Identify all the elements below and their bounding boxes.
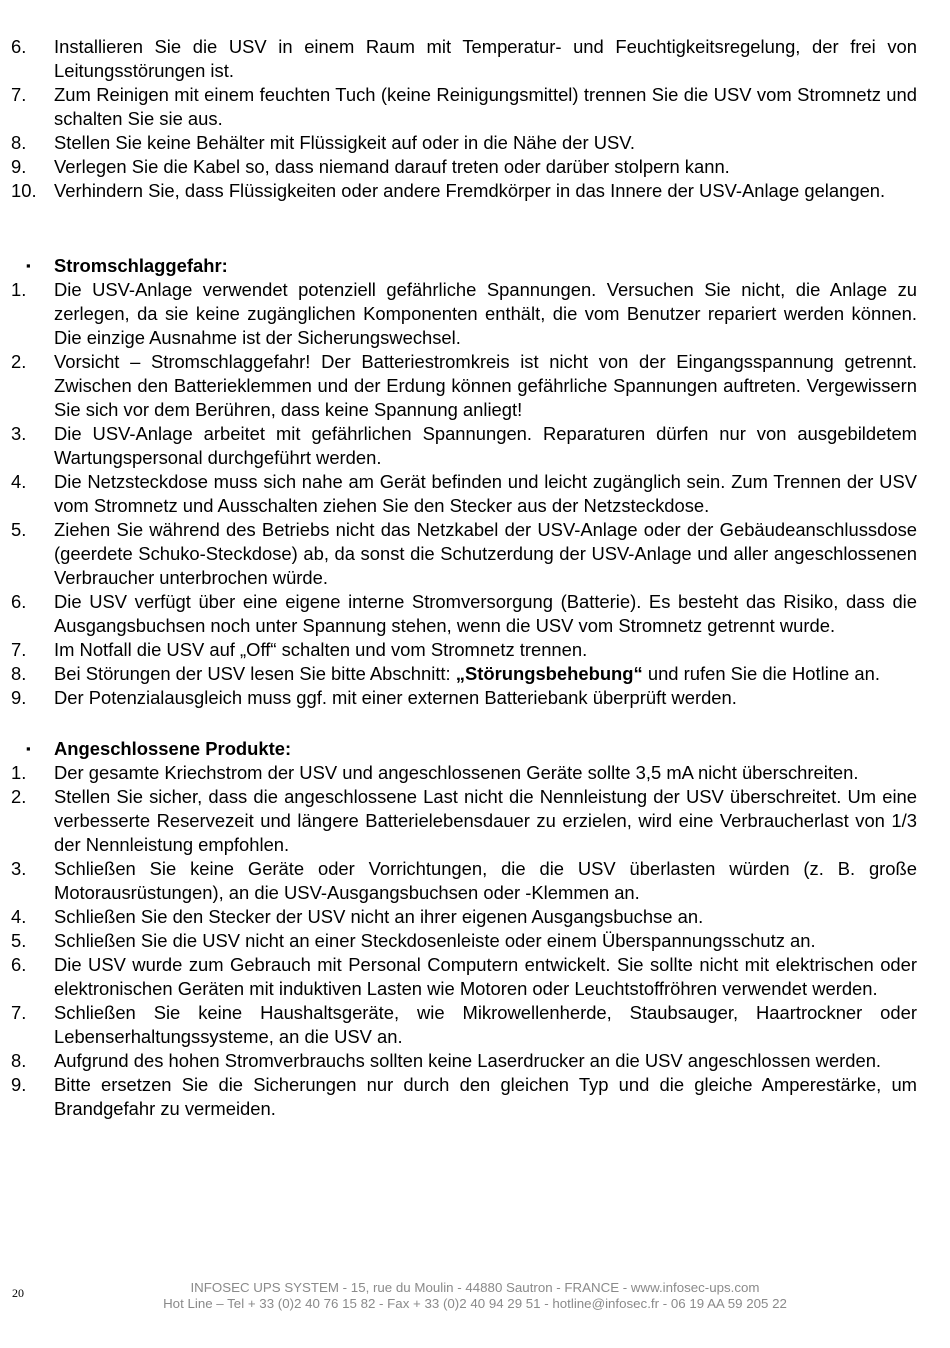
section-title: Angeschlossene Produkte:	[54, 738, 292, 759]
list-item	[0, 638, 950, 662]
item-text: Der gesamte Kriechstrom der USV und angeschlossenen Geräte sollte 3,5 mA nicht überschreiten.	[54, 762, 859, 783]
item-number: 7.	[11, 639, 27, 660]
list-item	[0, 590, 950, 638]
item-number: 4.	[11, 471, 27, 492]
item-number: 1.	[11, 279, 27, 300]
item-text: Aufgrund des hohen Stromverbrauchs sollten keine Laserdrucker an die USV angeschlossen werden.	[54, 1050, 882, 1071]
item-text-after: und rufen Sie die Hotline an.	[642, 663, 880, 684]
page-number: 20	[12, 1286, 24, 1300]
page-footer	[0, 1280, 950, 1312]
list-item	[0, 761, 950, 785]
section-heading-angeschlossene-produkte	[0, 737, 950, 761]
item-number: 10.	[11, 180, 37, 201]
item-number: 8.	[11, 1050, 27, 1071]
item-number: 4.	[11, 906, 27, 927]
page-content	[0, 35, 950, 1121]
item-number: 6.	[11, 36, 27, 57]
item-text: Ziehen Sie während des Betriebs nicht das Netzkabel der USV-Anlage oder der Gebäudeanschlussdose (geerdete Schuko-Steckdose) ab, da sonst die Schutzerdung der USV-Anlage und aller angeschlossenen Verbraucher unterbrochen würde.	[54, 519, 917, 588]
item-text: Die USV-Anlage arbeitet mit gefährlichen Spannungen. Reparaturen dürfen nur von ausgebildetem Wartungspersonal durchgeführt werden.	[54, 423, 917, 468]
item-text: Installieren Sie die USV in einem Raum mit Temperatur- und Feuchtigkeitsregelung, der frei von Leitungsstörungen ist.	[54, 36, 917, 81]
list-item	[0, 155, 950, 179]
section-heading-stromschlaggefahr	[0, 254, 950, 278]
list-item	[0, 785, 950, 857]
item-number: 9.	[11, 1074, 27, 1095]
item-number: 5.	[11, 930, 27, 951]
item-text: Zum Reinigen mit einem feuchten Tuch (keine Reinigungsmittel) trennen Sie die USV vom Stromnetz und schalten Sie sie aus.	[54, 84, 917, 129]
item-text: Bitte ersetzen Sie die Sicherungen nur durch den gleichen Typ und die gleiche Amperestärke, um Brandgefahr zu vermeiden.	[54, 1074, 917, 1119]
item-text: Im Notfall die USV auf „Off“ schalten und vom Stromnetz trennen.	[54, 639, 588, 660]
footer-contact-line: Hot Line – Tel + 33 (0)2 40 76 15 82 - Fax + 33 (0)2 40 94 29 51 - hotline@infosec.fr - 06 19 AA 59 205 22	[163, 1296, 787, 1311]
item-text-before: Bei Störungen der USV lesen Sie bitte Abschnitt:	[54, 663, 456, 684]
list-item	[0, 518, 950, 590]
list-item	[0, 662, 950, 686]
list-item	[0, 470, 950, 518]
square-bullet-icon: ▪	[26, 741, 31, 756]
list-item	[0, 857, 950, 905]
item-text: Vorsicht – Stromschlaggefahr! Der Batteriestromkreis ist nicht von der Eingangsspannung getrennt. Zwischen den Batterieklemmen und der Erdung können gefährliche Spannungen auftreten. Vergewissern Sie sich vor dem Berühren, dass keine Spannung anliegt!	[54, 351, 917, 420]
list-stromschlaggefahr	[0, 278, 950, 710]
item-text: Die USV wurde zum Gebrauch mit Personal Computern entwickelt. Sie sollte nicht mit elektrischen oder elektronischen Geräten mit induktiven Lasten wie Motoren oder Leuchtstoffröhren verwendet werden.	[54, 954, 917, 999]
list-item	[0, 1049, 950, 1073]
list-item	[0, 422, 950, 470]
item-number: 5.	[11, 519, 27, 540]
list-item	[0, 350, 950, 422]
item-text: Verlegen Sie die Kabel so, dass niemand darauf treten oder darüber stolpern kann.	[54, 156, 730, 177]
item-number: 6.	[11, 591, 27, 612]
item-text: Schließen Sie keine Geräte oder Vorrichtungen, die die USV überlasten würden (z. B. große Motorausrüstungen), an die USV-Ausgangsbuchsen oder -Klemmen an.	[54, 858, 917, 903]
item-text: Verhindern Sie, dass Flüssigkeiten oder andere Fremdkörper in das Innere der USV-Anlage gelangen.	[54, 180, 886, 201]
item-text: Die USV-Anlage verwendet potenziell gefährliche Spannungen. Versuchen Sie nicht, die Anlage zu zerlegen, da sie keine zugänglichen Komponenten enthält, die vom Benutzer repariert werden können. Die einzige Ausnahme ist der Sicherungswechsel.	[54, 279, 917, 348]
item-text: Schließen Sie keine Haushaltsgeräte, wie Mikrowellenherde, Staubsauger, Haartrockner oder Lebenserhaltungssysteme, an die USV an.	[54, 1002, 917, 1047]
list-item	[0, 905, 950, 929]
square-bullet-icon: ▪	[26, 258, 31, 273]
list-item	[0, 179, 950, 203]
footer-address-line: INFOSEC UPS SYSTEM - 15, rue du Moulin - 44880 Sautron - FRANCE - www.infosec-ups.com	[190, 1280, 760, 1295]
item-number: 9.	[11, 687, 27, 708]
section-title: Stromschlaggefahr:	[54, 255, 228, 276]
item-number: 3.	[11, 858, 27, 879]
item-number: 8.	[11, 132, 27, 153]
item-text: Stellen Sie sicher, dass die angeschlossene Last nicht die Nennleistung der USV überschreitet. Um eine verbesserte Reservezeit und längere Batterielebensdauer zu erzielen, wird eine Verbraucherlast von 1/3 der Nennleistung empfohlen.	[54, 786, 917, 855]
item-number: 1.	[11, 762, 27, 783]
item-number: 2.	[11, 786, 27, 807]
list-angeschlossene-produkte	[0, 761, 950, 1121]
list-item	[0, 686, 950, 710]
item-text: Die Netzsteckdose muss sich nahe am Gerät befinden und leicht zugänglich sein. Zum Trennen der USV vom Stromnetz und Ausschalten ziehen Sie den Stecker aus der Netzsteckdose.	[54, 471, 917, 516]
item-number: 9.	[11, 156, 27, 177]
list-item	[0, 131, 950, 155]
item-number: 3.	[11, 423, 27, 444]
list-item	[0, 35, 950, 83]
cross-reference-bold: „Störungsbehebung“	[455, 663, 643, 684]
item-text: Die USV verfügt über eine eigene interne Stromversorgung (Batterie). Es besteht das Risiko, dass die Ausgangsbuchsen noch unter Spannung stehen, wenn die USV vom Stromnetz getrennt wurde.	[54, 591, 917, 636]
item-text: Stellen Sie keine Behälter mit Flüssigkeit auf oder in die Nähe der USV.	[54, 132, 635, 153]
list-item	[0, 953, 950, 1001]
item-text: Schließen Sie den Stecker der USV nicht an ihrer eigenen Ausgangsbuchse an.	[54, 906, 704, 927]
list-item	[0, 1001, 950, 1049]
list-item	[0, 1073, 950, 1121]
list-item	[0, 929, 950, 953]
item-number: 7.	[11, 84, 27, 105]
item-number: 7.	[11, 1002, 27, 1023]
list-item	[0, 83, 950, 131]
item-text: Der Potenzialausgleich muss ggf. mit einer externen Batteriebank überprüft werden.	[54, 687, 737, 708]
item-number: 2.	[11, 351, 27, 372]
list-top	[0, 35, 950, 203]
item-number: 6.	[11, 954, 27, 975]
list-item	[0, 278, 950, 350]
item-text: Schließen Sie die USV nicht an einer Steckdosenleiste oder einem Überspannungsschutz an.	[54, 930, 816, 951]
item-number: 8.	[11, 663, 27, 684]
